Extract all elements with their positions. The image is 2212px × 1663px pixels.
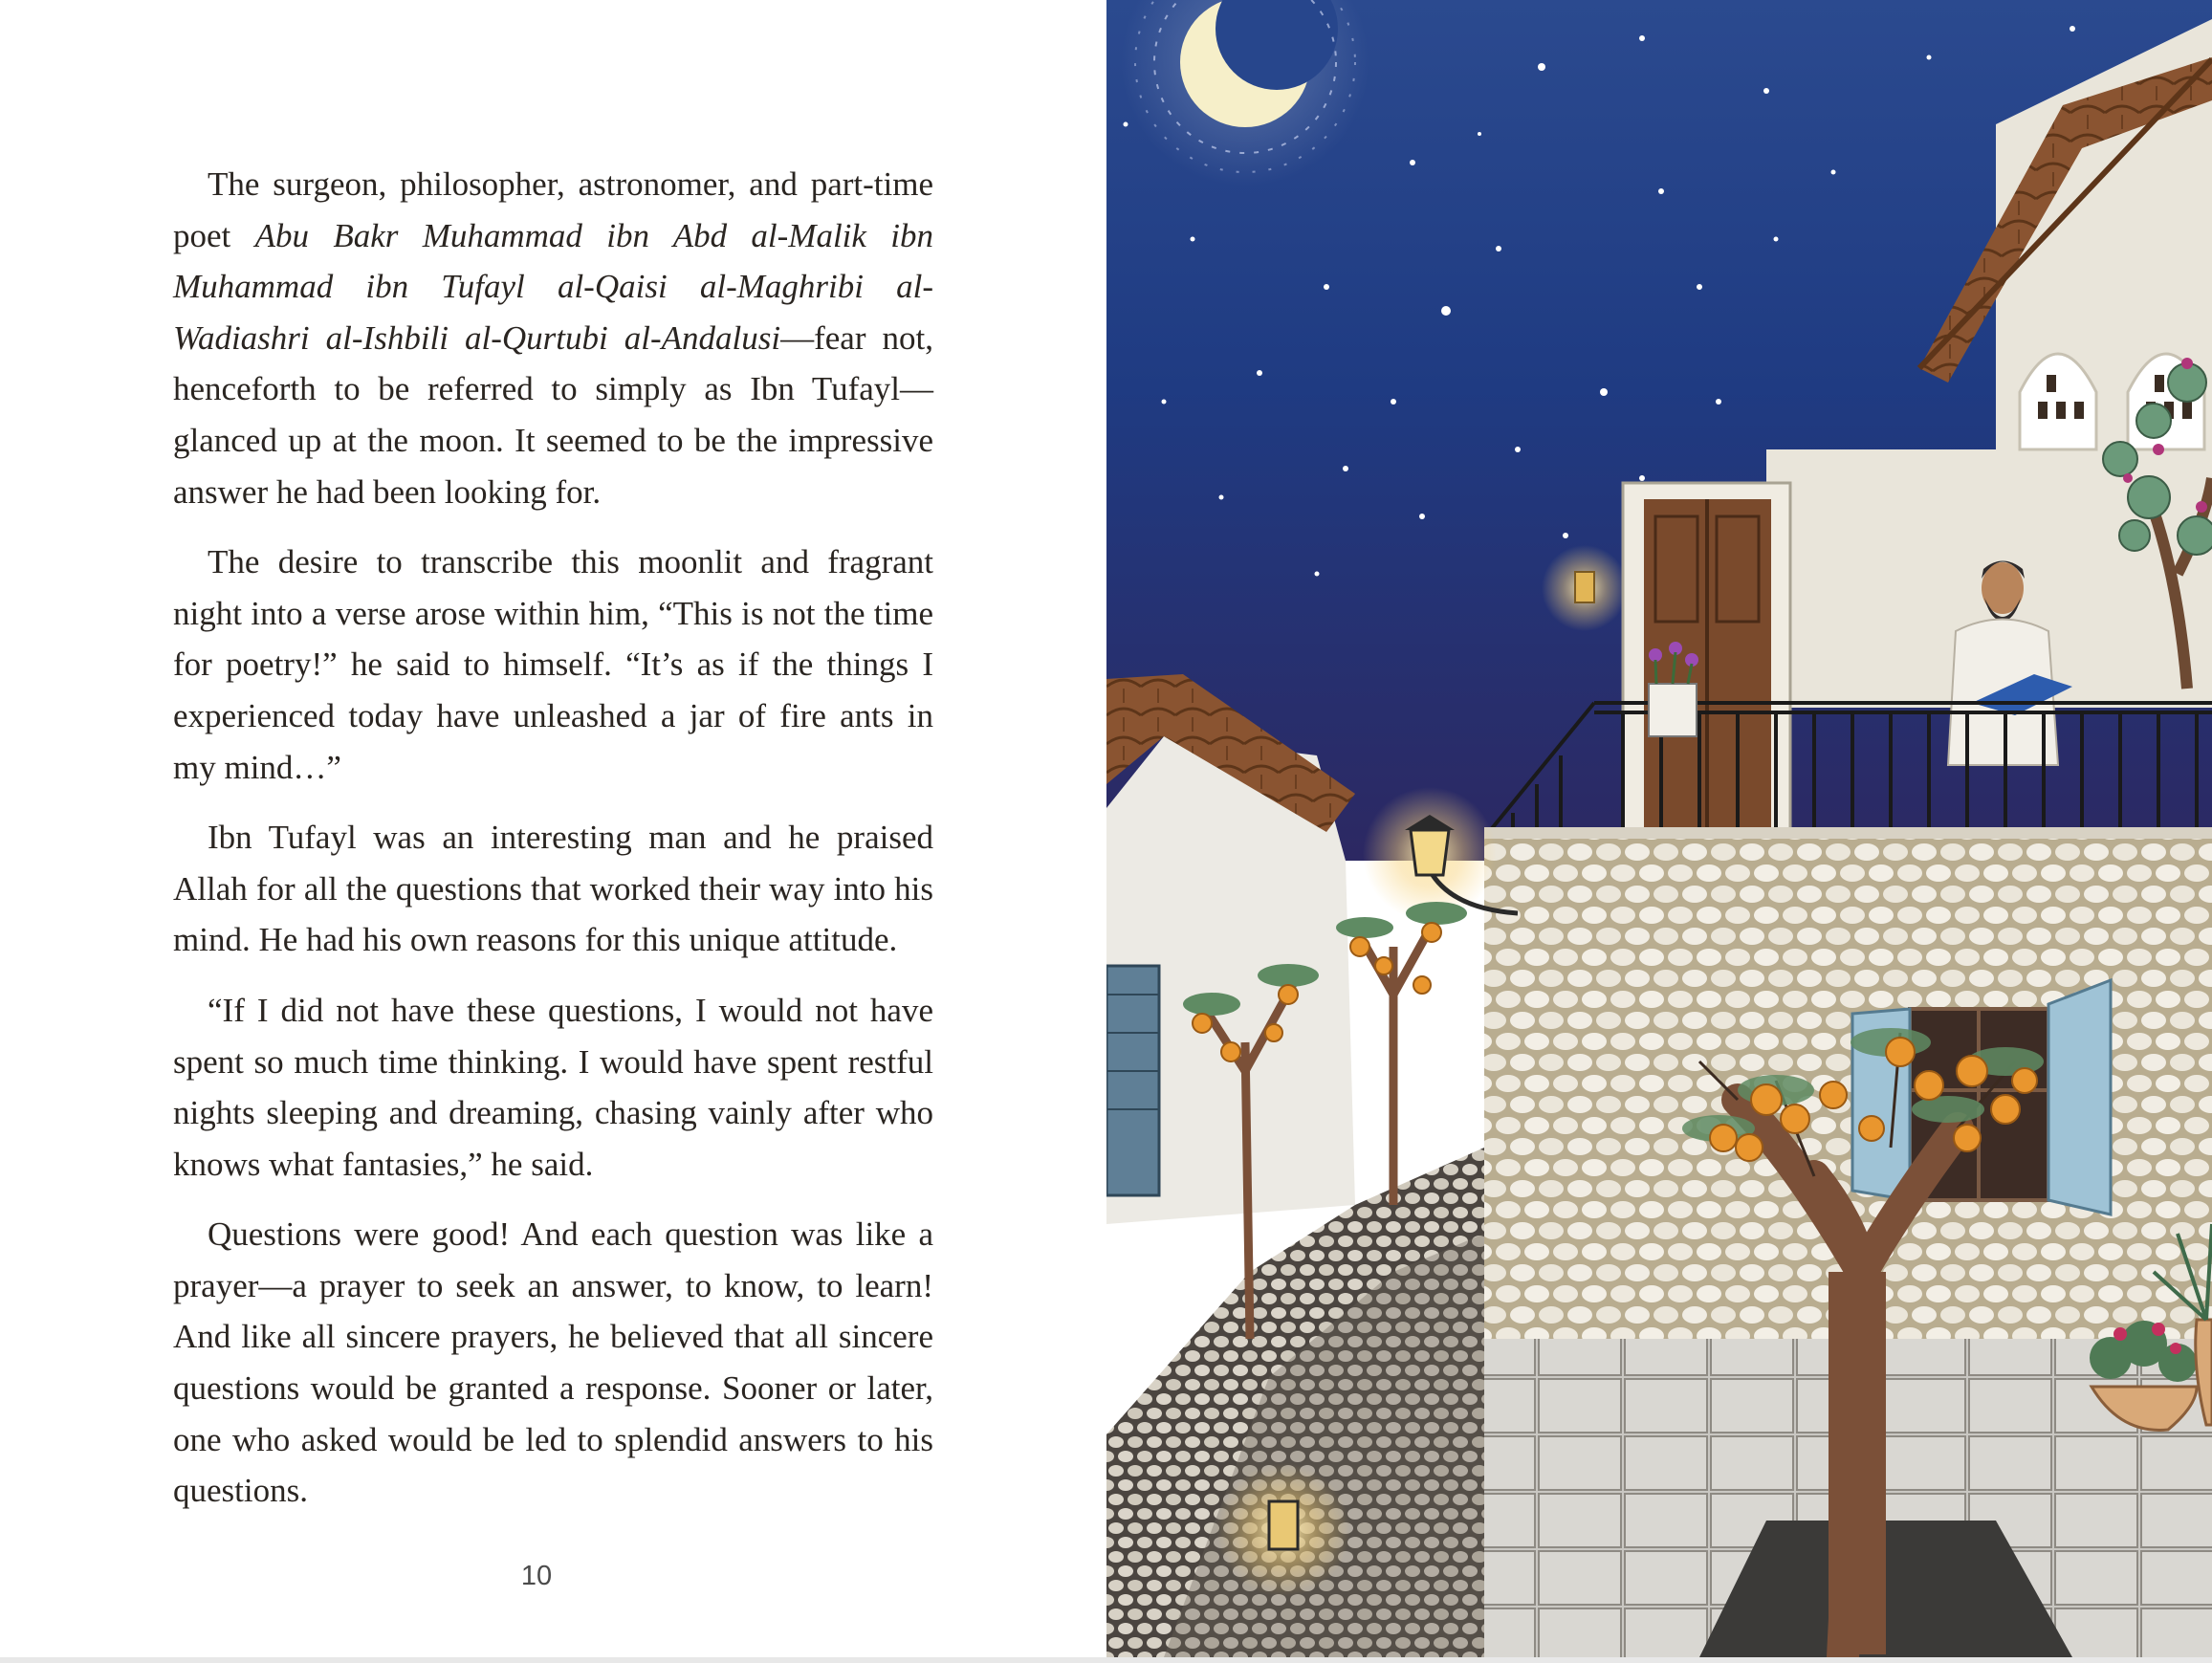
shuttered-window (1852, 980, 2111, 1214)
paragraph-text: The surgeon, philosopher, astronomer, and part-time poet (173, 165, 933, 254)
paragraph (173, 812, 933, 966)
paragraph-text: “If I did not have these questions, I would not have spent so much time thinking. I would have spent restful nights sleeping and dreaming, chasing vainly after who knows what fantasies,” he said. (173, 991, 933, 1183)
hanging-lantern (1542, 545, 1628, 631)
paragraph-text: Ibn Tufayl was an interesting man and he praised Allah for all the questions that worked their way into his mind. He had his own reasons for this unique attitude. (173, 819, 933, 959)
paragraph-text: Questions were good! And each question was like a prayer—a prayer to seek an answer, to know, to learn! And like all sincere prayers, he believed that all sincere questions would be granted a response. Sooner or later, one who asked would be led to splendid answers to his questions. (173, 1215, 933, 1510)
cobblestone-path (1106, 1148, 1484, 1657)
paragraph (173, 985, 933, 1190)
night-courtyard-illustration (1106, 0, 2212, 1657)
page-number: 10 (520, 1561, 553, 1591)
full-name-italic: Abu Bakr Muhammad ibn Abd al-Malik ibn Muhammad ibn Tufayl al-Qaisi al-Maghribi al-Wadiashri al-Ishbili al-Qurtubi al-Andalusi (173, 216, 933, 357)
body-text (173, 159, 933, 1536)
paragraph-text: The desire to transcribe this moonlit and fragrant night into a verse arose within him, “This is not the time for poetry!” he said to himself. “It’s as if the things I experienced today have unleashed a jar of fire ants in my mind…” (173, 543, 933, 786)
paragraph (173, 159, 933, 517)
bottom-rule (0, 1657, 2212, 1663)
paragraph (173, 536, 933, 793)
paragraph (173, 1209, 933, 1517)
illustration-canvas (1106, 0, 2212, 1657)
paragraph-text-continued: —fear not, henceforth to be referred to simply as Ibn Tufayl—glanced up at the moon. It seemed to be the impressive answer he had been looking for. (173, 318, 933, 511)
